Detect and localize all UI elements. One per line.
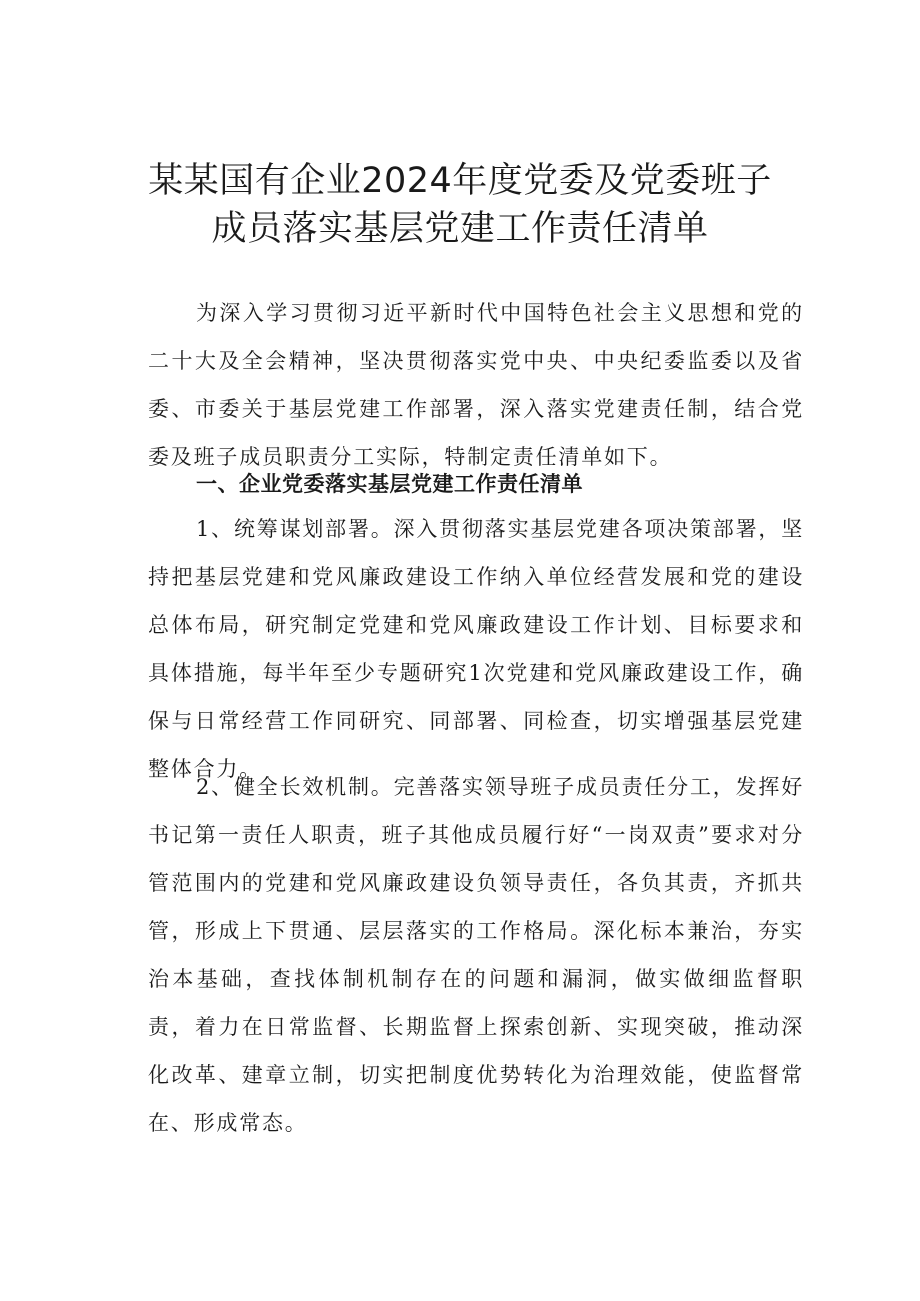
- intro-paragraph: 为深入学习贯彻习近平新时代中国特色社会主义思想和党的二十大及全会精神，坚决贯彻落实党中央、中央纪委监委以及省委、市委关于基层党建工作部署，深入落实党建责任制，结合党委及班子成员职责分工实际，特制定责任清单如下。: [148, 301, 804, 469]
- section-1-heading: 一、企业党委落实基层党建工作责任清单: [196, 472, 583, 496]
- document-title-line-2: 成员落实基层党建工作责任清单: [211, 209, 709, 249]
- item-2-paragraph: 2、健全长效机制。完善落实领导班子成员责任分工，发挥好书记第一责任人职责，班子其他成员履行好“一岗双责”要求对分管范围内的党建和党风廉政建设负领导责任，各负其责，齐抓共管，形成上下贯通、层层落实的工作格局。深化标本兼治，夯实治本基础，查找体制机制存在的问题和漏洞，做实做细监督职责，着力在日常监督、长期监督上探索创新、实现突破，推动深化改革、建章立制，切实把制度优势转化为治理效能，使监督常在、形成常态。: [148, 775, 804, 1135]
- document-title-line-1: 某某国有企业2024年度党委及党委班子: [148, 161, 772, 201]
- item-1-paragraph: 1、统筹谋划部署。深入贯彻落实基层党建各项决策部署，坚持把基层党建和党风廉政建设工作纳入单位经营发展和党的建设总体布局，研究制定党建和党风廉政建设工作计划、目标要求和具体措施，每半年至少专题研究1次党建和党风廉政建设工作，确保与日常经营工作同研究、同部署、同检查，切实增强基层党建整体合力。: [148, 517, 804, 781]
